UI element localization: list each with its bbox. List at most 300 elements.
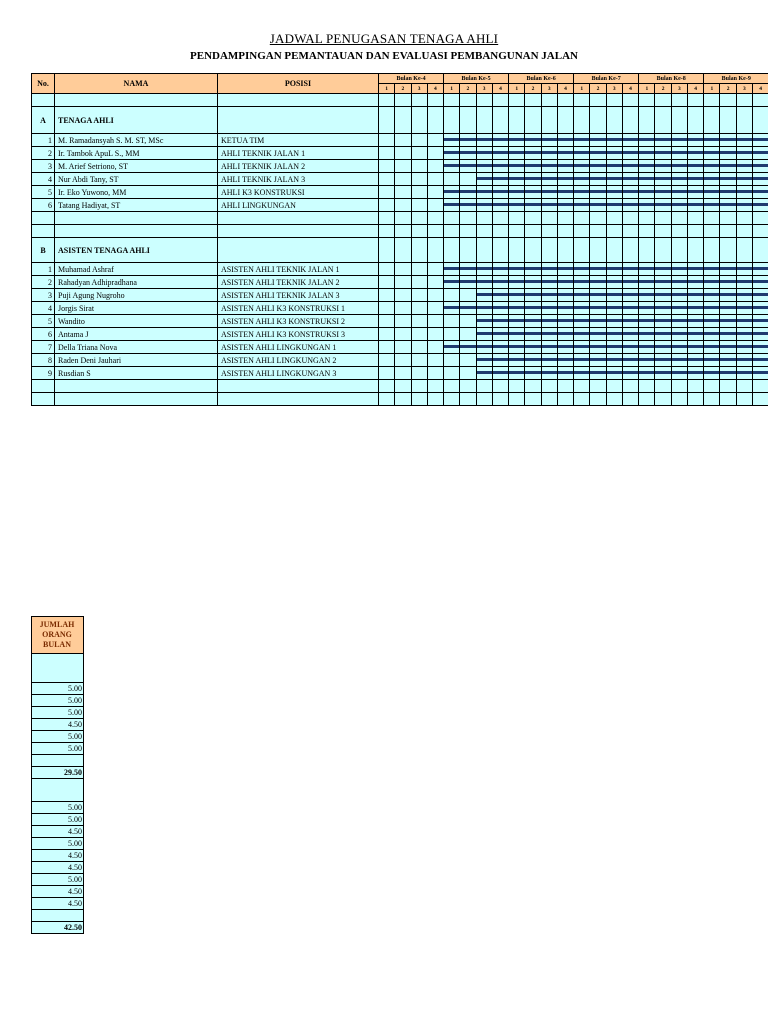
schedule-bar: [525, 151, 541, 154]
schedule-bar: [590, 358, 606, 361]
schedule-bar: [752, 332, 768, 335]
schedule-cell: [525, 341, 541, 354]
schedule-cell: [590, 94, 606, 107]
schedule-cell: [671, 238, 687, 263]
schedule-cell: [444, 367, 460, 380]
schedule-cell: [411, 302, 427, 315]
schedule-cell: [427, 147, 443, 160]
schedule-bar: [639, 267, 655, 270]
schedule-bar: [671, 267, 687, 270]
row-no: 5: [32, 315, 55, 328]
schedule-cell: [557, 225, 573, 238]
schedule-cell: [687, 341, 703, 354]
schedule-cell: [574, 315, 590, 328]
schedule-bar: [704, 177, 720, 180]
table-row: [32, 289, 768, 302]
header-month: Bulan Ke-7: [574, 74, 639, 84]
spacer-row: [32, 393, 768, 406]
table-row: [32, 315, 768, 328]
schedule-cell: [411, 173, 427, 186]
schedule-cell: [444, 212, 460, 225]
schedule-bar: [736, 306, 752, 309]
schedule-cell: [639, 186, 655, 199]
schedule-cell: [427, 212, 443, 225]
row-posisi: ASISTEN AHLI LINGKUNGAN 1: [218, 341, 379, 354]
schedule-cell: [427, 276, 443, 289]
schedule-cell: [509, 107, 525, 134]
schedule-bar: [509, 332, 525, 335]
schedule-bar: [574, 138, 590, 141]
schedule-cell: [427, 263, 443, 276]
schedule-bar: [736, 345, 752, 348]
schedule-cell: [509, 186, 525, 199]
schedule-cell: [411, 238, 427, 263]
schedule-cell: [639, 238, 655, 263]
schedule-cell: [671, 341, 687, 354]
schedule-bar: [460, 138, 476, 141]
schedule-cell: [492, 367, 508, 380]
schedule-cell: [736, 354, 752, 367]
schedule-cell: [655, 212, 671, 225]
schedule-bar: [671, 203, 687, 206]
schedule-bar: [492, 306, 508, 309]
schedule-cell: [720, 147, 736, 160]
schedule-cell: [395, 341, 411, 354]
schedule-bar: [655, 138, 671, 141]
table-row: [32, 186, 768, 199]
schedule-cell: [492, 393, 508, 406]
schedule-bar: [590, 371, 606, 374]
schedule-cell: [525, 147, 541, 160]
schedule-bar: [444, 280, 460, 283]
schedule-bar: [752, 190, 768, 193]
schedule-cell: [606, 173, 622, 186]
schedule-cell: [379, 367, 395, 380]
schedule-cell: [541, 199, 557, 212]
schedule-bar: [590, 138, 606, 141]
jumlah-value: 5.00: [32, 802, 84, 814]
schedule-bar: [492, 358, 508, 361]
spacer-row: [32, 94, 768, 107]
schedule-bar: [671, 332, 687, 335]
schedule-cell: [379, 276, 395, 289]
schedule-cell: [411, 341, 427, 354]
schedule-cell: [476, 173, 492, 186]
schedule-bar: [444, 138, 460, 141]
schedule-bar: [606, 190, 622, 193]
jumlah-value: 5.00: [32, 731, 84, 743]
schedule-cell: [752, 94, 768, 107]
schedule-bar: [704, 280, 720, 283]
schedule-bar: [574, 190, 590, 193]
schedule-cell: [639, 354, 655, 367]
schedule-cell: [736, 380, 752, 393]
schedule-cell: [606, 94, 622, 107]
schedule-bar: [752, 306, 768, 309]
schedule-cell: [444, 302, 460, 315]
schedule-cell: [720, 380, 736, 393]
schedule-cell: [655, 263, 671, 276]
schedule-bar: [541, 164, 557, 167]
schedule-cell: [444, 289, 460, 302]
schedule-cell: [687, 199, 703, 212]
schedule-cell: [687, 315, 703, 328]
schedule-bar: [492, 293, 508, 296]
schedule-bar: [541, 138, 557, 141]
schedule-bar: [720, 164, 736, 167]
schedule-cell: [444, 380, 460, 393]
schedule-cell: [460, 380, 476, 393]
schedule-cell: [379, 341, 395, 354]
schedule-bar: [541, 280, 557, 283]
header-month: Bulan Ke-5: [444, 74, 509, 84]
header-week: 2: [395, 84, 411, 94]
schedule-bar: [590, 293, 606, 296]
schedule-cell: [395, 276, 411, 289]
schedule-cell: [411, 367, 427, 380]
schedule-bar: [606, 203, 622, 206]
schedule-cell: [509, 147, 525, 160]
schedule-bar: [606, 293, 622, 296]
page-subtitle: PENDAMPINGAN PEMANTAUAN DAN EVALUASI PEMBANGUNAN JALAN: [190, 50, 578, 62]
schedule-cell: [395, 380, 411, 393]
schedule-cell: [525, 160, 541, 173]
schedule-cell: [541, 186, 557, 199]
schedule-cell: [492, 134, 508, 147]
schedule-cell: [476, 289, 492, 302]
schedule-bar: [509, 177, 525, 180]
schedule-cell: [541, 225, 557, 238]
empty-cell: [55, 212, 218, 225]
schedule-cell: [655, 160, 671, 173]
schedule-bar: [752, 203, 768, 206]
schedule-cell: [395, 186, 411, 199]
schedule-bar: [720, 371, 736, 374]
schedule-bar: [477, 332, 493, 335]
schedule-cell: [687, 380, 703, 393]
header-week: 1: [704, 84, 720, 94]
empty-cell: [32, 212, 55, 225]
row-nama: M. Ramadansyah S. M. ST, MSc: [55, 134, 218, 147]
schedule-bar: [492, 345, 508, 348]
schedule-cell: [574, 238, 590, 263]
schedule-bar: [574, 151, 590, 154]
schedule-cell: [444, 173, 460, 186]
schedule-bar: [736, 151, 752, 154]
schedule-cell: [541, 134, 557, 147]
schedule-bar: [687, 138, 703, 141]
schedule-bar: [557, 293, 573, 296]
schedule-cell: [379, 263, 395, 276]
schedule-cell: [492, 380, 508, 393]
schedule-bar: [477, 319, 493, 322]
schedule-cell: [655, 94, 671, 107]
schedule-cell: [541, 94, 557, 107]
table-row: [32, 134, 768, 147]
empty-cell: [218, 212, 379, 225]
schedule-bar: [752, 345, 768, 348]
schedule-cell: [541, 315, 557, 328]
schedule-cell: [476, 212, 492, 225]
schedule-bar: [557, 358, 573, 361]
schedule-bar: [671, 371, 687, 374]
schedule-bar: [752, 138, 768, 141]
schedule-cell: [509, 225, 525, 238]
schedule-cell: [704, 134, 720, 147]
schedule-cell: [671, 302, 687, 315]
schedule-bar: [460, 151, 476, 154]
schedule-cell: [671, 134, 687, 147]
schedule-cell: [752, 225, 768, 238]
schedule-cell: [687, 94, 703, 107]
schedule-bar: [541, 293, 557, 296]
schedule-bar: [655, 358, 671, 361]
schedule-cell: [704, 238, 720, 263]
schedule-bar: [525, 319, 541, 322]
schedule-cell: [427, 134, 443, 147]
schedule-bar: [590, 345, 606, 348]
schedule-cell: [752, 354, 768, 367]
schedule-cell: [720, 315, 736, 328]
schedule-cell: [574, 328, 590, 341]
schedule-cell: [736, 199, 752, 212]
schedule-cell: [752, 263, 768, 276]
schedule-cell: [736, 393, 752, 406]
schedule-cell: [574, 263, 590, 276]
schedule-cell: [509, 328, 525, 341]
schedule-cell: [704, 367, 720, 380]
schedule-cell: [379, 186, 395, 199]
schedule-bar: [492, 190, 508, 193]
schedule-cell: [541, 238, 557, 263]
schedule-bar: [574, 345, 590, 348]
row-nama: Nur Abdi Tany, ST: [55, 173, 218, 186]
schedule-cell: [574, 302, 590, 315]
schedule-cell: [655, 173, 671, 186]
schedule-cell: [460, 302, 476, 315]
schedule-cell: [379, 289, 395, 302]
schedule-cell: [687, 393, 703, 406]
header-month: Bulan Ke-4: [379, 74, 444, 84]
row-no: 4: [32, 302, 55, 315]
schedule-bar: [720, 345, 736, 348]
schedule-cell: [606, 354, 622, 367]
header-week: 4: [687, 84, 703, 94]
jumlah-value: 5.00: [32, 814, 84, 826]
schedule-cell: [525, 263, 541, 276]
schedule-cell: [492, 212, 508, 225]
schedule-cell: [622, 238, 638, 263]
schedule-bar: [525, 358, 541, 361]
schedule-cell: [606, 393, 622, 406]
schedule-cell: [444, 263, 460, 276]
schedule-cell: [541, 380, 557, 393]
schedule-bar: [525, 190, 541, 193]
schedule-cell: [379, 160, 395, 173]
row-no: 1: [32, 263, 55, 276]
schedule-cell: [460, 160, 476, 173]
header-week: 3: [411, 84, 427, 94]
empty-cell: [218, 238, 379, 263]
schedule-cell: [509, 380, 525, 393]
schedule-cell: [525, 212, 541, 225]
schedule-bar: [671, 138, 687, 141]
schedule-cell: [379, 302, 395, 315]
schedule-cell: [444, 341, 460, 354]
schedule-cell: [671, 225, 687, 238]
schedule-bar: [525, 332, 541, 335]
schedule-cell: [622, 186, 638, 199]
jumlah-orang-bulan-table: [31, 616, 84, 934]
header-week: 3: [541, 84, 557, 94]
schedule-cell: [541, 107, 557, 134]
schedule-cell: [541, 147, 557, 160]
schedule-cell: [704, 341, 720, 354]
row-posisi: ASISTEN AHLI K3 KONSTRUKSI 3: [218, 328, 379, 341]
schedule-cell: [720, 302, 736, 315]
schedule-cell: [655, 199, 671, 212]
schedule-bar: [736, 267, 752, 270]
schedule-cell: [736, 212, 752, 225]
row-nama: Ir. Tambok ApuL S., MM: [55, 147, 218, 160]
row-nama: M. Arief Setriono, ST: [55, 160, 218, 173]
schedule-cell: [476, 328, 492, 341]
header-week: 1: [379, 84, 395, 94]
schedule-cell: [622, 263, 638, 276]
schedule-cell: [574, 107, 590, 134]
schedule-cell: [509, 134, 525, 147]
schedule-cell: [427, 107, 443, 134]
schedule-bar: [655, 371, 671, 374]
schedule-cell: [492, 341, 508, 354]
schedule-bar: [541, 332, 557, 335]
schedule-cell: [736, 263, 752, 276]
schedule-cell: [704, 107, 720, 134]
schedule-cell: [525, 367, 541, 380]
schedule-cell: [622, 341, 638, 354]
schedule-cell: [525, 328, 541, 341]
row-nama: Rusdian S: [55, 367, 218, 380]
row-no: 6: [32, 199, 55, 212]
schedule-bar: [590, 190, 606, 193]
schedule-cell: [590, 173, 606, 186]
schedule-cell: [590, 367, 606, 380]
schedule-cell: [687, 354, 703, 367]
schedule-cell: [590, 289, 606, 302]
schedule-cell: [492, 315, 508, 328]
schedule-cell: [655, 354, 671, 367]
schedule-cell: [720, 289, 736, 302]
schedule-bar: [492, 332, 508, 335]
schedule-cell: [379, 328, 395, 341]
schedule-bar: [541, 306, 557, 309]
schedule-cell: [606, 212, 622, 225]
schedule-cell: [379, 380, 395, 393]
schedule-bar: [557, 319, 573, 322]
empty-cell: [218, 380, 379, 393]
schedule-cell: [557, 107, 573, 134]
schedule-bar: [476, 306, 492, 309]
schedule-cell: [444, 134, 460, 147]
schedule-cell: [411, 186, 427, 199]
row-nama: Raden Deni Jauhari: [55, 354, 218, 367]
schedule-bar: [590, 164, 606, 167]
schedule-cell: [655, 315, 671, 328]
schedule-bar: [752, 164, 768, 167]
schedule-bar: [525, 280, 541, 283]
schedule-cell: [525, 289, 541, 302]
schedule-cell: [492, 147, 508, 160]
schedule-cell: [639, 289, 655, 302]
schedule-cell: [622, 276, 638, 289]
schedule-cell: [590, 380, 606, 393]
schedule-cell: [574, 380, 590, 393]
schedule-bar: [655, 332, 671, 335]
schedule-cell: [639, 302, 655, 315]
schedule-bar: [509, 138, 525, 141]
schedule-bar: [639, 319, 655, 322]
schedule-cell: [606, 238, 622, 263]
schedule-cell: [492, 225, 508, 238]
schedule-bar: [671, 293, 687, 296]
schedule-cell: [509, 263, 525, 276]
row-no: 4: [32, 173, 55, 186]
schedule-cell: [557, 276, 573, 289]
schedule-bar: [671, 190, 687, 193]
schedule-bar: [460, 280, 476, 283]
schedule-cell: [476, 341, 492, 354]
schedule-cell: [541, 328, 557, 341]
schedule-cell: [590, 107, 606, 134]
schedule-bar: [622, 203, 638, 206]
schedule-cell: [590, 134, 606, 147]
schedule-cell: [590, 328, 606, 341]
schedule-cell: [704, 199, 720, 212]
schedule-cell: [606, 199, 622, 212]
empty-cell: [55, 225, 218, 238]
schedule-cell: [671, 263, 687, 276]
schedule-cell: [395, 238, 411, 263]
schedule-cell: [411, 289, 427, 302]
schedule-cell: [606, 315, 622, 328]
schedule-cell: [427, 367, 443, 380]
schedule-bar: [622, 190, 638, 193]
schedule-bar: [557, 371, 573, 374]
schedule-cell: [492, 199, 508, 212]
schedule-cell: [574, 212, 590, 225]
schedule-cell: [557, 186, 573, 199]
schedule-bar: [687, 332, 703, 335]
schedule-bar: [720, 358, 736, 361]
schedule-cell: [379, 354, 395, 367]
schedule-cell: [590, 354, 606, 367]
schedule-bar: [444, 345, 460, 348]
schedule-cell: [395, 107, 411, 134]
schedule-cell: [736, 160, 752, 173]
schedule-bar: [622, 306, 638, 309]
schedule-cell: [622, 94, 638, 107]
schedule-bar: [574, 164, 590, 167]
schedule-cell: [476, 276, 492, 289]
schedule-bar: [606, 345, 622, 348]
schedule-cell: [720, 212, 736, 225]
schedule-cell: [606, 147, 622, 160]
schedule-cell: [476, 263, 492, 276]
schedule-cell: [606, 367, 622, 380]
schedule-cell: [476, 134, 492, 147]
schedule-cell: [752, 212, 768, 225]
row-posisi: ASISTEN AHLI LINGKUNGAN 3: [218, 367, 379, 380]
